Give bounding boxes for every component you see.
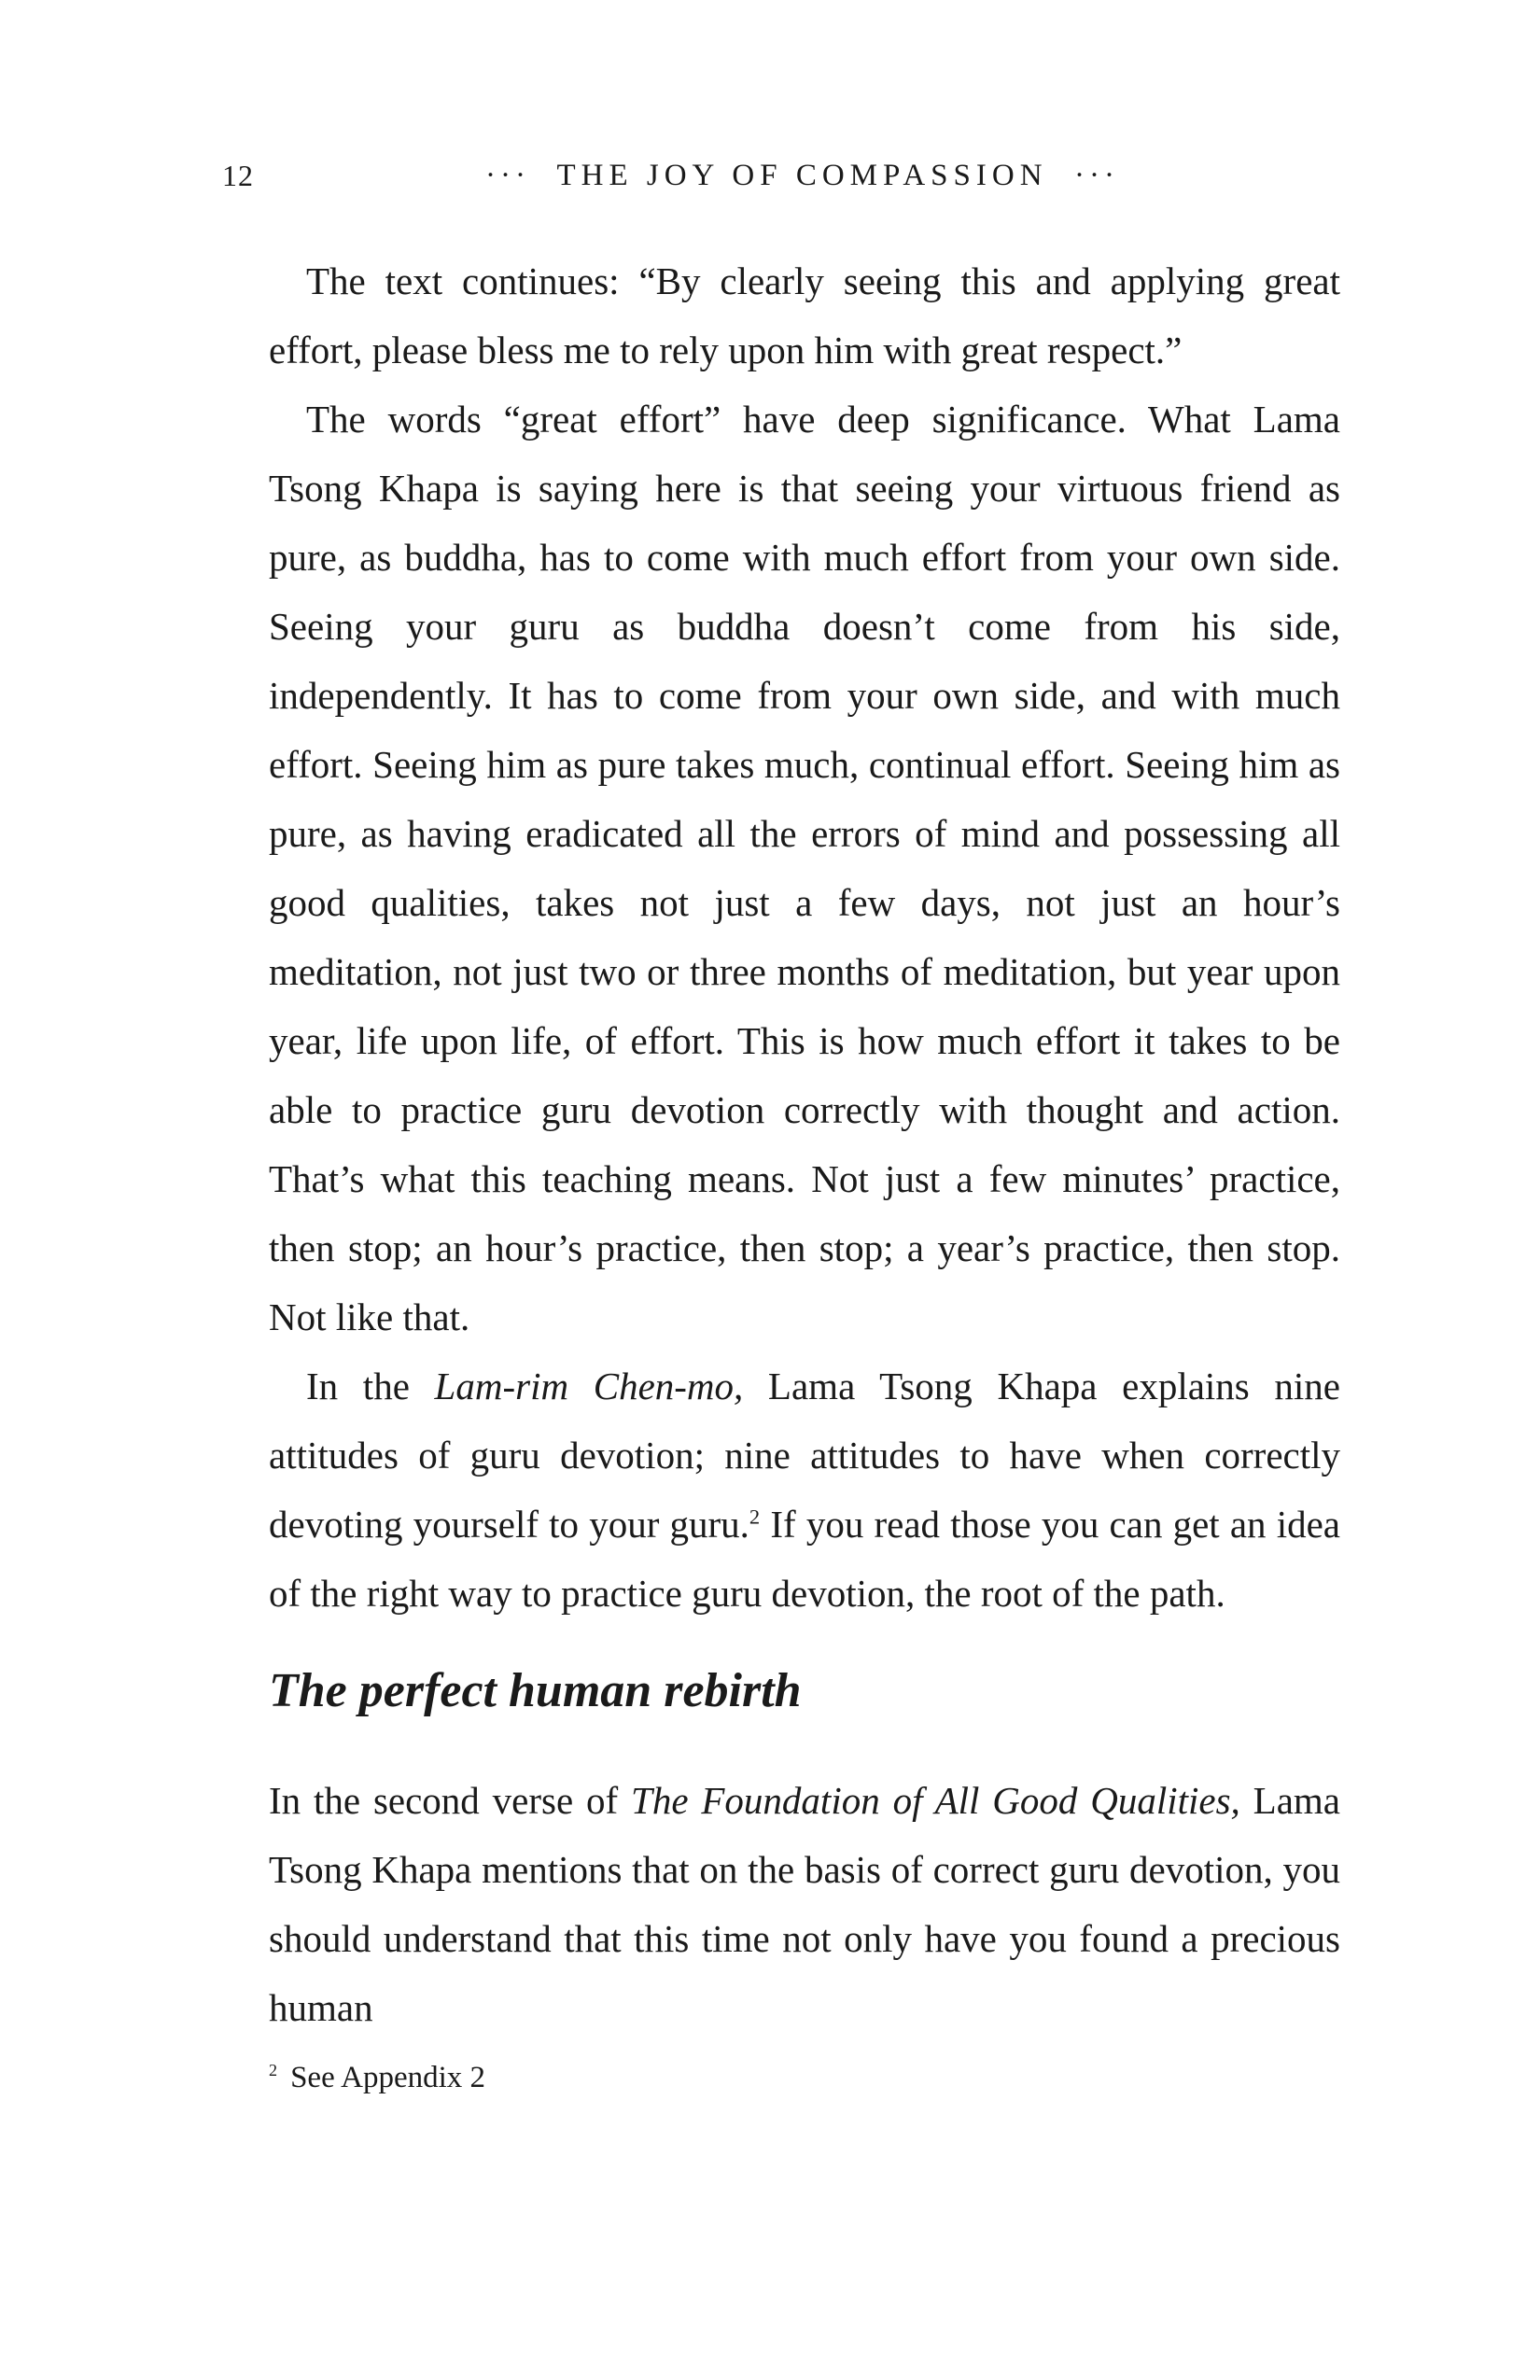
- paragraph: The words “great effort” have deep significance. What Lama Tsong Khapa is saying here is that seeing your virtuous friend as pure, as buddha, has to come with much effort from your own side. Seeing your guru as buddha doesn’t come from his side, independently. It has to come from your own side, and with much effort. Seeing him as pure takes much, continual effort. Seeing him as pure, as having eradicated all the errors of mind and possessing all good qualities, takes not just a few days, not just an hour’s meditation, not just two or three months of meditation, but year upon year, life upon life, of effort. This is how much effort it takes to be able to practice guru devotion correctly with thought and action. That’s what this teaching means. Not just a few minutes’ practice, then stop; an hour’s practice, then stop; a year’s practice, then stop. Not like that.: [269, 398, 1340, 1338]
- paragraph: [269, 1766, 1340, 2042]
- section-heading: The perfect human rebirth: [269, 1664, 802, 1717]
- paragraph-text: Lama Tsong Khapa mentions that on the basis of correct guru devotion, you should understand that this time not only have you found a precious human: [269, 1779, 1340, 2029]
- footnote-mark: 2: [269, 2061, 278, 2079]
- paragraph-text: If you read those you can get an idea of the right way to practice guru devotion, the root of the path.: [269, 1503, 1340, 1615]
- footnote-reference: 2: [749, 1505, 761, 1529]
- main-text: [269, 246, 1340, 1628]
- paragraph-text: In the second verse of: [269, 1779, 632, 1822]
- paragraph: The text continues: “By clearly seeing this and applying great effort, please bless me to rely upon him with great respect.”: [269, 259, 1340, 371]
- paragraph: [269, 1351, 1340, 1628]
- book-title: Lam-rim Chen-mo,: [434, 1365, 744, 1407]
- section-text: [269, 1766, 1340, 2042]
- paragraph-text: Lama Tsong Khapa explains nine attitudes of guru devotion; nine attitudes to have when correctly devoting yourself to your guru.: [269, 1365, 1340, 1546]
- paragraph-text: In the: [306, 1365, 435, 1407]
- running-head-dots-left: ···: [485, 159, 530, 192]
- footnote: [269, 2061, 485, 2095]
- running-head-title: THE JOY OF COMPASSION: [556, 159, 1048, 192]
- running-head-dots-right: ···: [1074, 159, 1119, 192]
- footnote-text: See Appendix 2: [290, 2061, 486, 2094]
- running-head: [485, 159, 1139, 193]
- page-number: 12: [222, 159, 254, 192]
- book-title: The Foundation of All Good Qualities,: [631, 1779, 1240, 1822]
